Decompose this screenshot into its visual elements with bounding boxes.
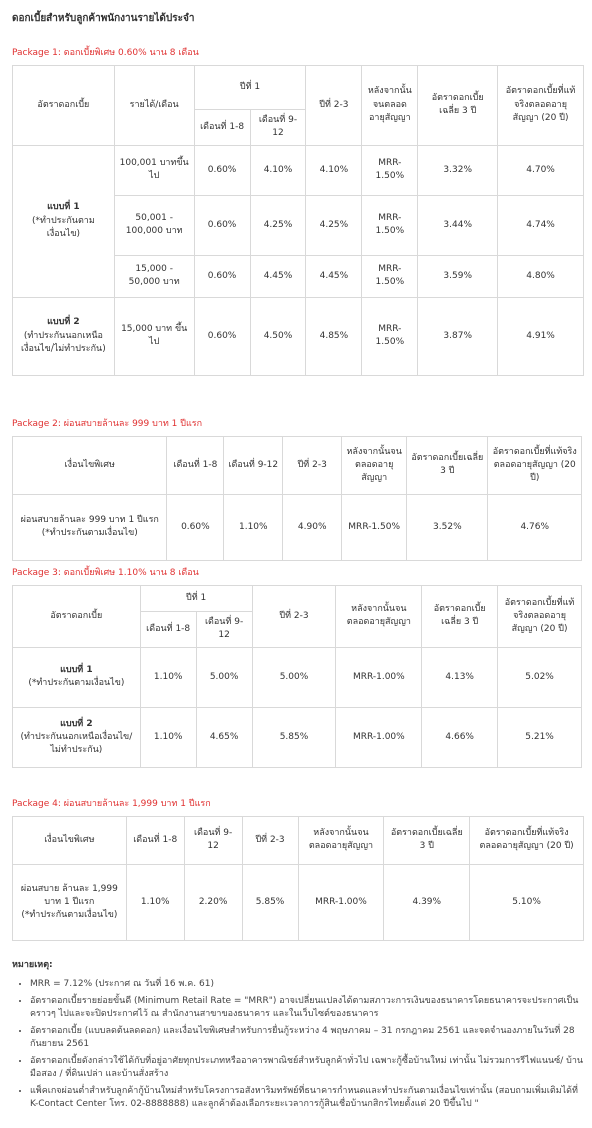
group-sub: (ทำประกันนอกเหนือเงื่อนไข/ไม่ทำประกัน) [21, 330, 106, 354]
pkg4-header-real: อัตราดอกเบี้ยที่แท้จริงตลอดอายุสัญญา (20 ปี) [470, 816, 584, 864]
page [0, 12, 592, 1111]
rate-cell: 4.65% [196, 707, 252, 767]
rate-cell: MRR-1.50% [342, 494, 407, 560]
pkg1-header-real: อัตราดอกเบี้ยที่แท้จริงตลอดอายุสัญญา (20 ปี) [498, 65, 584, 145]
pkg2-header-m9-12: เดือนที่ 9-12 [224, 436, 283, 494]
pkg3-group2 [13, 707, 141, 767]
pkg3-header-year1: ปีที่ 1 [140, 585, 252, 611]
rate-cell: 4.25% [306, 195, 362, 255]
pkg3-header-m1-8: เดือนที่ 1-8 [140, 611, 196, 647]
pkg3-header-avg3: อัตราดอกเบี้ยเฉลี่ย 3 ปี [422, 585, 498, 647]
group-sub: (*ทำประกันตามเงื่อนไข) [28, 678, 125, 689]
notes-title: หมายเหตุ: [12, 959, 53, 970]
pkg3-group1 [13, 647, 141, 707]
rate-cell: 3.32% [418, 145, 498, 195]
rate-cell: 0.60% [167, 494, 224, 560]
rate-cell: 4.25% [250, 195, 306, 255]
pkg2-header-m1-8: เดือนที่ 1-8 [167, 436, 224, 494]
rate-cell: 4.10% [306, 145, 362, 195]
note-item: • อัตราดอกเบี้ยดังกล่าวใช้ได้กับที่อยู่อาศัยทุกประเภทหรืออาคารพาณิชย์สำหรับลูกค้าทั่วไป เฉพาะกู้ซื้อบ้านใหม่ เท่านั้น ไม่รวมการรีไฟแนนซ์/ บ้านมือสอง / ที่ดินเปล่า และบ้านสั่งสร้าง [30, 1055, 588, 1081]
rate-cell: 4.90% [283, 494, 342, 560]
notes-list [12, 978, 588, 1111]
pkg4-header-cond: เงื่อนไขพิเศษ [13, 816, 127, 864]
condition-text: ผ่อนสบาย ล้านละ 1,999 บาท 1 ปีแรก [20, 883, 118, 907]
note-item: • แพ็คเกจผ่อนต่ำสำหรับลูกค้ากู้บ้านใหม่สำหรับโครงการอสังหาริมทรัพย์ที่ธนาคารกำหนดและทำประกันตามเงื่อนไขเท่านั้น (สอบถามเพิ่มเติมได้ที่ K-Contact Center โทร. 02-8888888) และลูกค้าต้องเลือกระยะเวลาการกู้สินเชื่อบ้านกสิกรไทยตั้งแต่ 20 ปีขึ้นไป " [30, 1085, 588, 1111]
rate-cell: 4.13% [422, 647, 498, 707]
pkg3-header-rate: อัตราดอกเบี้ย [13, 585, 141, 647]
pkg2-header-real: อัตราดอกเบี้ยที่แท้จริงตลอดอายุสัญญา (20 ปี) [488, 436, 582, 494]
pkg2-header-year2-3: ปีที่ 2-3 [283, 436, 342, 494]
rate-cell: MRR-1.00% [298, 864, 384, 940]
pkg1-header-year2-3: ปีที่ 2-3 [306, 65, 362, 145]
income-cell: 50,001 - 100,000 บาท [114, 195, 194, 255]
note-item: • MRR = 7.12% (ประกาศ ณ วันที่ 16 พ.ค. 61) [30, 978, 588, 991]
pkg1-header-rate: อัตราดอกเบี้ย [13, 65, 115, 145]
package2-table [12, 436, 582, 561]
pkg4-header-after: หลังจากนั้นจนตลอดอายุสัญญา [298, 816, 384, 864]
rate-cell: 0.60% [194, 297, 250, 375]
rate-cell: 1.10% [140, 707, 196, 767]
rate-cell: 5.85% [252, 707, 336, 767]
rate-cell: 4.45% [250, 255, 306, 297]
condition-cell [13, 494, 167, 560]
rate-cell: MRR-1.00% [336, 707, 422, 767]
group-name: แบบที่ 2 [60, 718, 93, 729]
pkg1-header-m1-8: เดือนที่ 1-8 [194, 109, 250, 145]
pkg4-header-m1-8: เดือนที่ 1-8 [126, 816, 184, 864]
package1-title: Package 1: ดอกเบี้ยพิเศษ 0.60% นาน 8 เดือน [12, 47, 199, 58]
pkg1-header-year1: ปีที่ 1 [194, 65, 306, 109]
package3-table [12, 585, 582, 768]
pkg1-header-m9-12: เดือนที่ 9-12 [250, 109, 306, 145]
rate-cell: 0.60% [194, 145, 250, 195]
rate-cell: 1.10% [140, 647, 196, 707]
rate-cell: 4.74% [498, 195, 584, 255]
pkg3-header-real: อัตราดอกเบี้ยที่แท้จริงตลอดอายุสัญญา (20 ปี) [498, 585, 582, 647]
package3-title: Package 3: ดอกเบี้ยพิเศษ 1.10% นาน 8 เดือน [12, 567, 199, 578]
rate-cell: 1.10% [126, 864, 184, 940]
rate-cell: 4.45% [306, 255, 362, 297]
rate-cell: MRR-1.50% [362, 145, 418, 195]
rate-cell: 0.60% [194, 255, 250, 297]
pkg1-group2 [13, 297, 115, 375]
note-item: • อัตราดอกเบี้ยรายย่อยขั้นดี (Minimum Retail Rate = "MRR") อาจเปลี่ยนแปลงได้ตามสภาวะการเงินของธนาคารโดยธนาคารจะประกาศเป็นคราวๆ ไปและจะปิดประกาศไว้ ณ สำนักงานสาขาของธนาคาร และในเว็บไซต์ของธนาคาร [30, 995, 588, 1021]
pkg2-header-after: หลังจากนั้นจนตลอดอายุสัญญา [342, 436, 407, 494]
pkg4-header-m9-12: เดือนที่ 9-12 [184, 816, 242, 864]
package1-table [12, 65, 584, 376]
rate-cell: 3.52% [407, 494, 488, 560]
pkg2-header-cond: เงื่อนไขพิเศษ [13, 436, 167, 494]
rate-cell: 4.91% [498, 297, 584, 375]
pkg1-header-after: หลังจากนั้นจนตลอดอายุสัญญา [362, 65, 418, 145]
table-row [13, 647, 582, 707]
income-cell: 15,000 บาท ขึ้นไป [114, 297, 194, 375]
rate-cell: 5.21% [498, 707, 582, 767]
group-name: แบบที่ 1 [60, 665, 93, 676]
rate-cell: 5.02% [498, 647, 582, 707]
rate-cell: 3.44% [418, 195, 498, 255]
rate-cell: 4.76% [488, 494, 582, 560]
rate-cell: 1.10% [224, 494, 283, 560]
pkg4-header-avg3: อัตราดอกเบี้ยเฉลี่ย 3 ปี [384, 816, 470, 864]
package4-title: Package 4: ผ่อนสบายล้านละ 1,999 บาท 1 ปีแรก [12, 798, 211, 809]
table-row [13, 145, 584, 195]
table-row [13, 297, 584, 375]
rate-cell: 4.10% [250, 145, 306, 195]
pkg3-header-year2-3: ปีที่ 2-3 [252, 585, 336, 647]
pkg2-header-avg3: อัตราดอกเบี้ยเฉลี่ย 3 ปี [407, 436, 488, 494]
rate-cell: 5.10% [470, 864, 584, 940]
group-sub: (*ทำประกันตามเงื่อนไข) [31, 215, 95, 239]
pkg1-header-avg3: อัตราดอกเบี้ยเฉลี่ย 3 ปี [418, 65, 498, 145]
page-title: ดอกเบี้ยสำหรับลูกค้าพนักงานรายได้ประจำ [12, 13, 195, 24]
condition-text: ผ่อนสบายล้านละ 999 บาท 1 ปีแรก [20, 515, 159, 526]
pkg1-group1 [13, 145, 115, 297]
note-item: • อัตราดอกเบี้ย (แบบลดต้นลดดอก) และเงื่อนไขพิเศษสำหรับการยื่นกู้ระหว่าง 4 พฤษภาคม – 31 กรกฎาคม 2561 และจดจำนองภายในวันที่ 28 กันยายน 2561 [30, 1025, 588, 1051]
table-row [13, 707, 582, 767]
rate-cell: 3.87% [418, 297, 498, 375]
rate-cell: 4.66% [422, 707, 498, 767]
group-name: แบบที่ 1 [47, 202, 80, 213]
rate-cell: 4.80% [498, 255, 584, 297]
condition-sub: (*ทำประกันตามเงื่อนไข) [41, 528, 138, 539]
rate-cell: MRR-1.50% [362, 255, 418, 297]
pkg1-header-income: รายได้/เดือน [114, 65, 194, 145]
condition-sub: (*ทำประกันตามเงื่อนไข) [21, 909, 118, 920]
table-row [13, 864, 584, 940]
pkg3-header-after: หลังจากนั้นจนตลอดอายุสัญญา [336, 585, 422, 647]
rate-cell: 5.00% [252, 647, 336, 707]
income-cell: 100,001 บาทขึ้นไป [114, 145, 194, 195]
package4-table [12, 816, 584, 941]
rate-cell: MRR-1.50% [362, 297, 418, 375]
group-name: แบบที่ 2 [47, 317, 80, 328]
rate-cell: 3.59% [418, 255, 498, 297]
table-row [13, 494, 582, 560]
rate-cell: MRR-1.50% [362, 195, 418, 255]
rate-cell: 2.20% [184, 864, 242, 940]
notes-section [12, 959, 588, 1111]
rate-cell: 4.39% [384, 864, 470, 940]
rate-cell: 4.70% [498, 145, 584, 195]
income-cell: 15,000 - 50,000 บาท [114, 255, 194, 297]
rate-cell: 4.50% [250, 297, 306, 375]
rate-cell: 5.85% [242, 864, 298, 940]
condition-cell [13, 864, 127, 940]
package2-title: Package 2: ผ่อนสบายล้านละ 999 บาท 1 ปีแรก [12, 418, 203, 429]
rate-cell: MRR-1.00% [336, 647, 422, 707]
pkg4-header-year2-3: ปีที่ 2-3 [242, 816, 298, 864]
group-sub: (ทำประกันนอกเหนือเงื่อนไข/ไม่ทำประกัน) [20, 731, 133, 755]
pkg3-header-m9-12: เดือนที่ 9-12 [196, 611, 252, 647]
rate-cell: 4.85% [306, 297, 362, 375]
rate-cell: 0.60% [194, 195, 250, 255]
rate-cell: 5.00% [196, 647, 252, 707]
